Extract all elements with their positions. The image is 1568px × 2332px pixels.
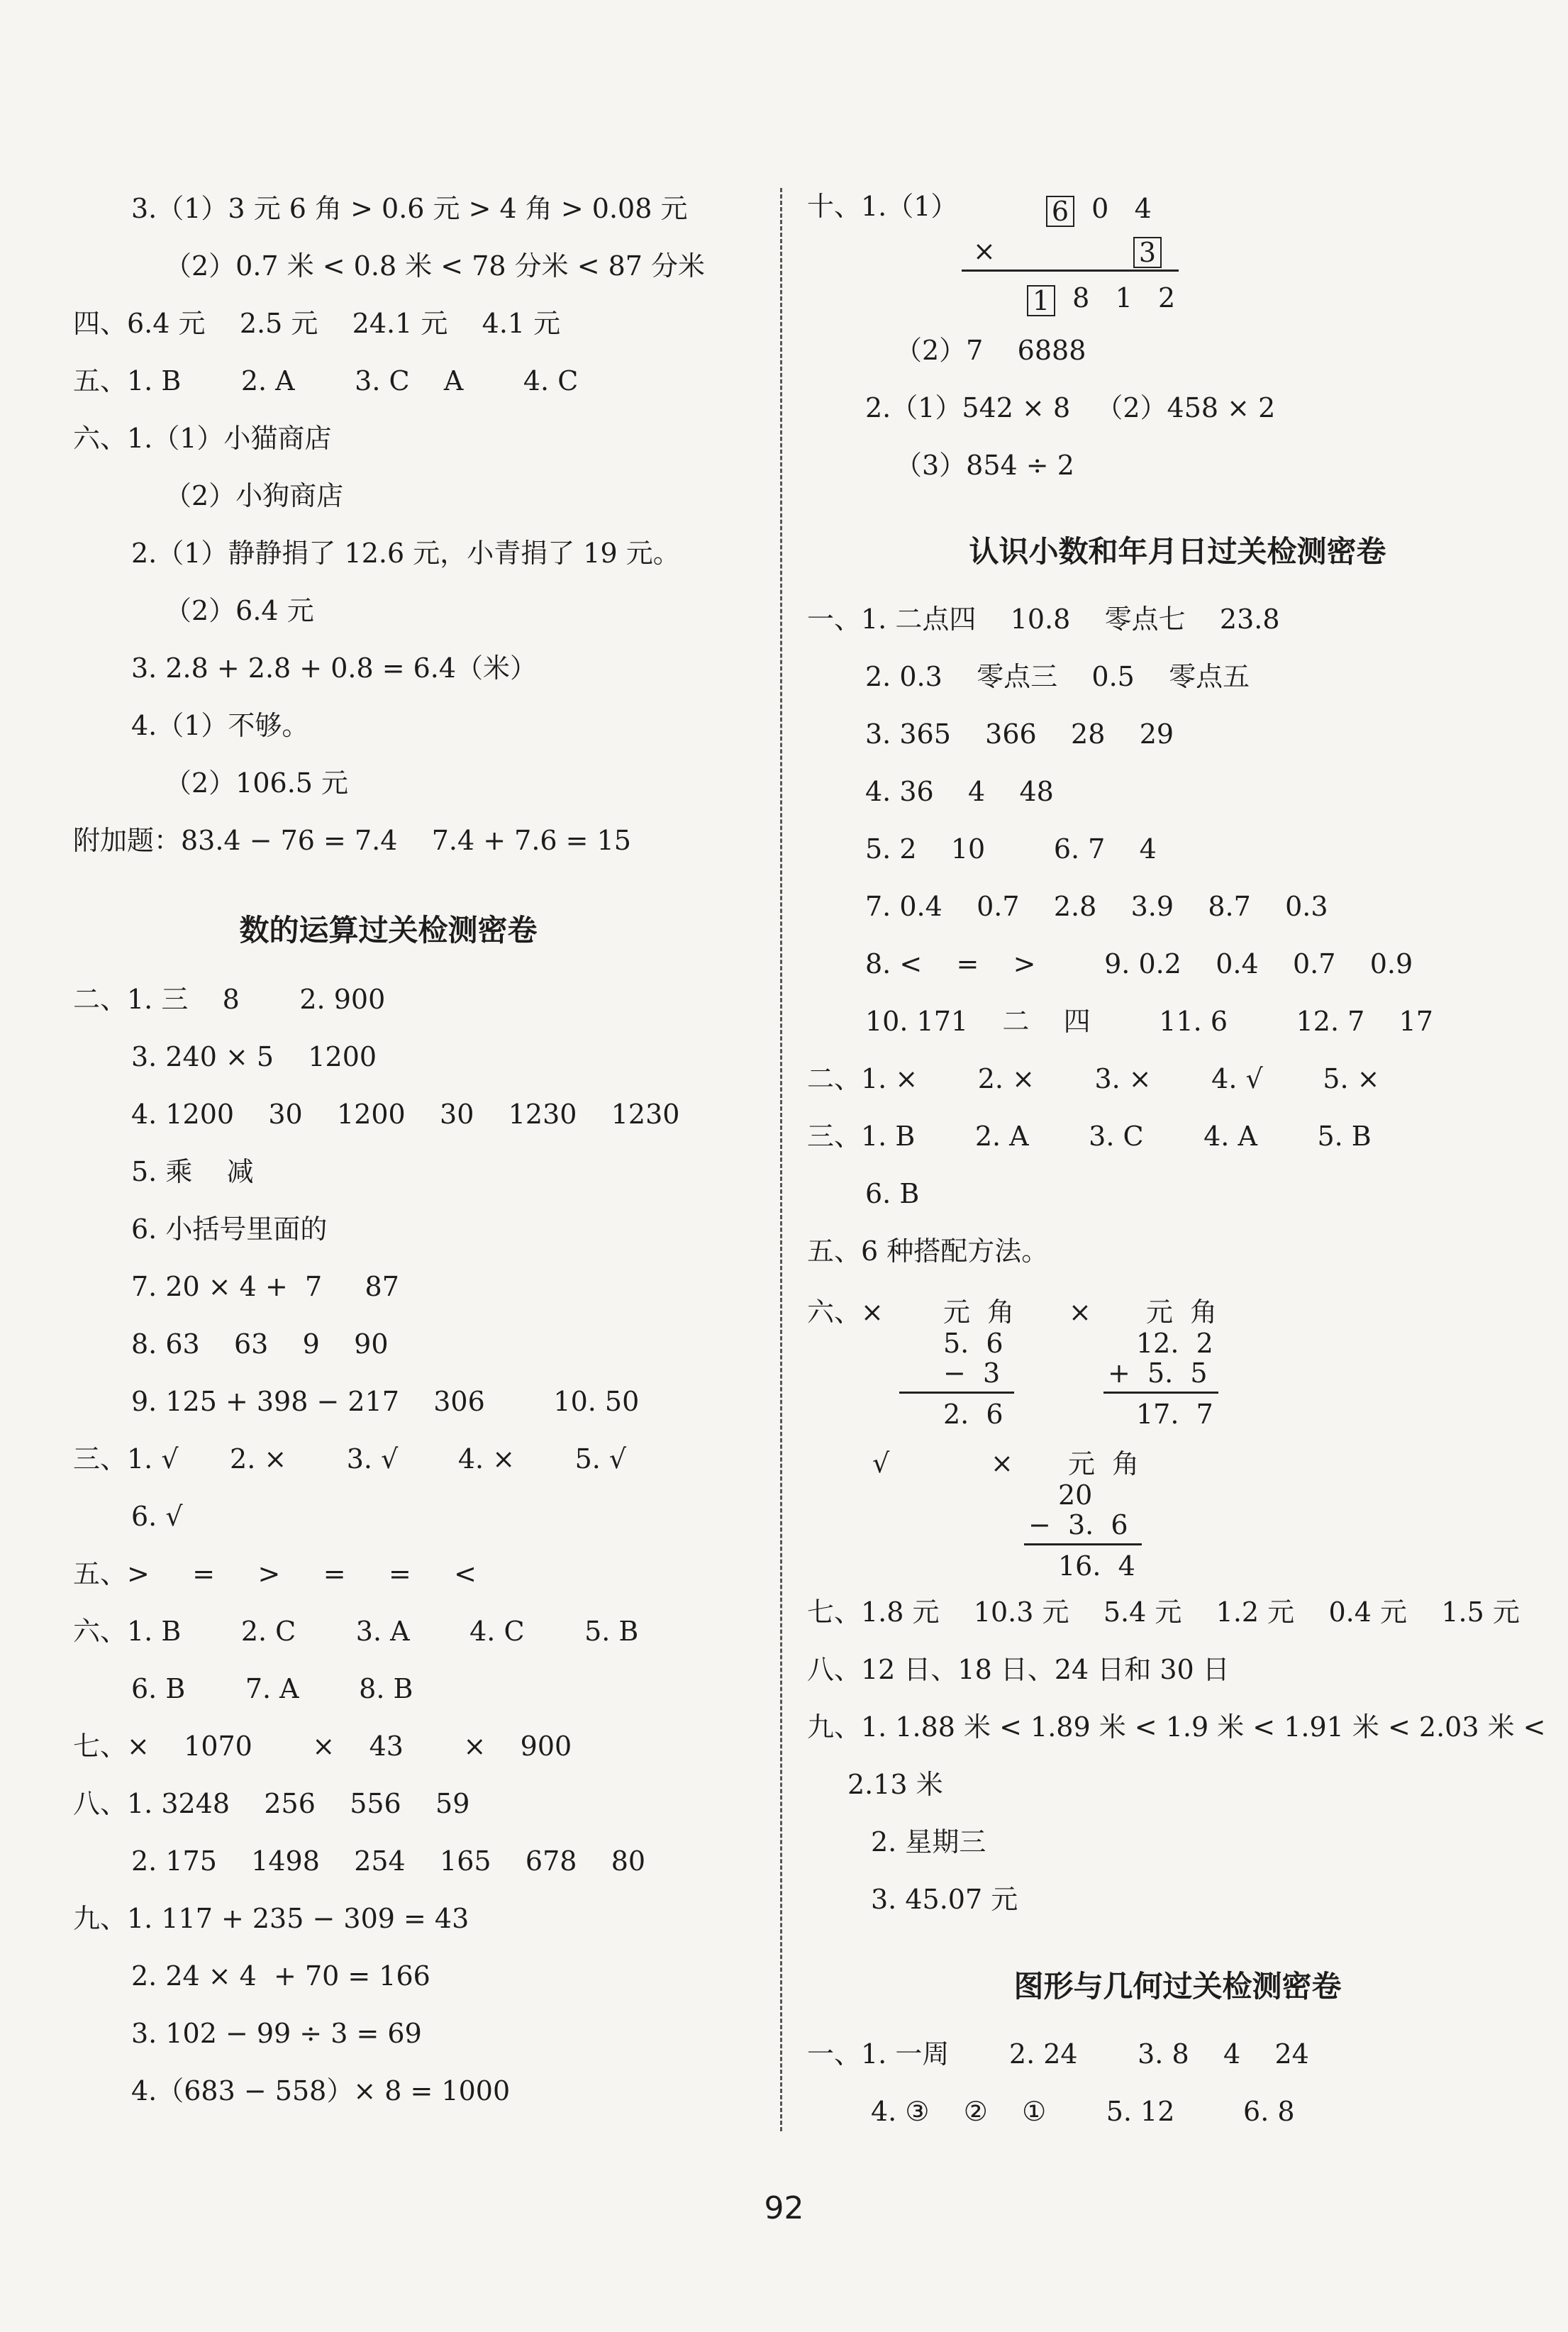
- answer-line: 五、1. B 2. A 3. C A 4. C: [73, 365, 579, 396]
- unit-header: 元 角: [943, 1297, 1015, 1328]
- answer-line: （2）小狗商店: [165, 480, 344, 511]
- judgement-mark: ×: [991, 1448, 1013, 1479]
- answer-line: 5. 乘 减: [131, 1156, 254, 1187]
- answer-line: 九、1. 117 + 235 − 309 = 43: [73, 1903, 469, 1934]
- answer-line: 4.（683 − 558）× 8 = 1000: [131, 2075, 511, 2106]
- answer-line: 五、> = > = = <: [73, 1558, 477, 1589]
- judgement-mark: √: [872, 1448, 890, 1479]
- answer-line: 8. 63 63 9 90: [131, 1328, 389, 1360]
- multiply-sign: ×: [973, 235, 996, 267]
- calc-rule: [1024, 1543, 1142, 1545]
- answer-line: （2）106.5 元: [165, 767, 349, 799]
- answer-box: 3: [1133, 237, 1162, 268]
- answer-box: 6: [1046, 196, 1074, 227]
- calc-rule: [1103, 1392, 1218, 1394]
- answer-line: 2. 24 × 4 + 70 = 166: [131, 1960, 430, 1992]
- answer-line: 10. 171 二 四 11. 6 12. 7 17: [865, 1006, 1433, 1037]
- calc-row: + 5. 5: [1108, 1357, 1208, 1389]
- answer-line: 3.（1）3 元 6 角 > 0.6 元 > 4 角 > 0.08 元: [131, 193, 688, 224]
- answer-line: 九、1. 1.88 米 < 1.89 米 < 1.9 米 < 1.91 米 < 2.03 米 <: [807, 1711, 1546, 1743]
- answer-line: 3. 2.8 + 2.8 + 0.8 = 6.4（米）: [131, 653, 538, 684]
- calc-row: [1133, 234, 1162, 268]
- calc-digits: 8 1 2: [1072, 282, 1176, 313]
- answer-line: 五、6 种搭配方法。: [807, 1236, 1049, 1267]
- answer-line: 2.（1）静静捐了 12.6 元，小青捐了 19 元。: [131, 538, 680, 569]
- judgement-mark: ×: [1069, 1297, 1091, 1328]
- unit-header: 元 角: [1146, 1297, 1218, 1328]
- answer-line: 6. B: [865, 1178, 920, 1209]
- calc-row: − 3: [943, 1357, 1001, 1389]
- calc-row: 12. 2: [1136, 1328, 1213, 1359]
- answer-line: 三、1. √ 2. × 3. √ 4. × 5. √: [73, 1443, 627, 1475]
- answer-line: 4. 36 4 48: [865, 776, 1054, 807]
- answer-line: 3. 45.07 元: [871, 1884, 1018, 1915]
- column-divider: [780, 188, 782, 2131]
- answer-line: 三、1. B 2. A 3. C 4. A 5. B: [807, 1121, 1372, 1152]
- calc-row: [1046, 193, 1152, 227]
- answer-line: 6. √: [131, 1501, 183, 1532]
- calc-row: − 3. 6: [1028, 1509, 1128, 1540]
- section-heading: 图形与几何过关检测密卷: [1013, 1969, 1342, 2004]
- calc-rule: [962, 270, 1179, 272]
- unit-header: 元 角: [1068, 1448, 1140, 1479]
- answer-line: （3）854 ÷ 2: [895, 450, 1074, 481]
- answer-line: 一、1. 一周 2. 24 3. 8 4 24: [807, 2038, 1309, 2070]
- answer-line: 四、6.4 元 2.5 元 24.1 元 4.1 元: [73, 308, 561, 339]
- answer-line: 8. < = > 9. 0.2 0.4 0.7 0.9: [865, 948, 1413, 979]
- calc-row: 5. 6: [943, 1328, 1003, 1359]
- section-heading: 认识小数和年月日过关检测密卷: [969, 534, 1386, 569]
- answer-line: 2.13 米: [847, 1769, 943, 1800]
- answer-line: 3. 102 − 99 ÷ 3 = 69: [131, 2018, 422, 2049]
- answer-box: 1: [1027, 285, 1055, 316]
- answer-line: 二、1. 三 8 2. 900: [73, 984, 386, 1015]
- calc-row: 16. 4: [1058, 1550, 1135, 1582]
- answer-line: 7. 0.4 0.7 2.8 3.9 8.7 0.3: [865, 891, 1328, 922]
- answer-line: 3. 240 × 5 1200: [131, 1041, 377, 1072]
- calc-row: 17. 7: [1136, 1399, 1213, 1430]
- answer-line: 二、1. × 2. × 3. × 4. √ 5. ×: [807, 1063, 1380, 1094]
- calc-row: 20: [1058, 1479, 1093, 1511]
- answer-line: 八、1. 3248 256 556 59: [73, 1788, 470, 1819]
- section-heading: 数的运算过关检测密卷: [239, 913, 538, 948]
- calc-digits: 0 4: [1091, 193, 1152, 224]
- answer-line: 9. 125 + 398 − 217 306 10. 50: [131, 1386, 640, 1417]
- answer-line: 5. 2 10 6. 7 4: [865, 833, 1157, 865]
- answer-line: 一、1. 二点四 10.8 零点七 23.8: [807, 604, 1280, 635]
- answer-line: 六、×: [807, 1297, 884, 1328]
- answer-line: 4.（1）不够。: [131, 710, 309, 741]
- answer-line: （2）6.4 元: [165, 595, 314, 626]
- calc-row: 2. 6: [943, 1399, 1003, 1430]
- answer-line: 3. 365 366 28 29: [865, 718, 1174, 750]
- answer-line: 附加题：83.4 − 76 = 7.4 7.4 + 7.6 = 15: [73, 825, 631, 856]
- answer-line: 4. 1200 30 1200 30 1230 1230: [131, 1099, 680, 1130]
- answer-line: 2. 星期三: [871, 1826, 986, 1858]
- answer-line: 2. 0.3 零点三 0.5 零点五: [865, 661, 1250, 692]
- answer-line: 六、1. B 2. C 3. A 4. C 5. B: [73, 1616, 639, 1647]
- answer-line: 七、1.8 元 10.3 元 5.4 元 1.2 元 0.4 元 1.5 元: [807, 1597, 1520, 1628]
- answer-line: 4. ③ ② ① 5. 12 6. 8: [871, 2096, 1295, 2127]
- answer-line: 7. 20 × 4 + 7 87: [131, 1271, 399, 1302]
- answer-line: 6. B 7. A 8. B: [131, 1673, 413, 1704]
- answer-line: 2. 175 1498 254 165 678 80: [131, 1845, 646, 1877]
- answer-line: （2）7 6888: [895, 335, 1086, 366]
- answer-line: 十、1.（1）: [807, 191, 958, 222]
- calc-rule: [899, 1392, 1014, 1394]
- answer-line: 七、× 1070 × 43 × 900: [73, 1731, 572, 1762]
- calc-row: [973, 235, 996, 267]
- answer-line: 6. 小括号里面的: [131, 1214, 328, 1245]
- answer-line: 八、12 日、18 日、24 日和 30 日: [807, 1654, 1230, 1685]
- answer-line: 2.（1）542 × 8 （2）458 × 2: [865, 392, 1276, 423]
- page-number: 92: [764, 2190, 804, 2226]
- calc-row: [1027, 282, 1175, 316]
- answer-line: （2）0.7 米 < 0.8 米 < 78 分米 < 87 分米: [165, 250, 706, 282]
- answer-line: 六、1.（1）小猫商店: [73, 423, 332, 454]
